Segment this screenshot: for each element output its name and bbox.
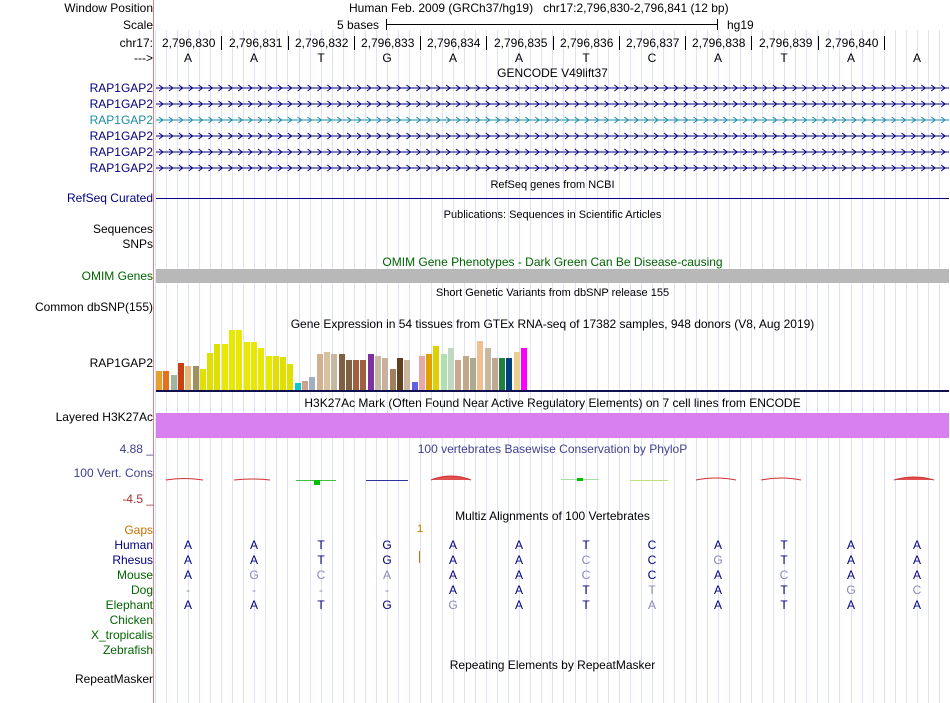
aligned-base: A xyxy=(846,568,855,582)
phylop-max-label: 4.88 _ xyxy=(119,442,153,456)
ruler-coordinate: 2,796,833 xyxy=(361,36,415,50)
gtex-tissue-bar[interactable] xyxy=(295,383,301,390)
species-label-elephant[interactable]: Elephant xyxy=(105,598,153,612)
gtex-tissue-bar[interactable] xyxy=(302,381,308,390)
reference-base: G xyxy=(382,51,392,65)
ruler-tick xyxy=(884,36,885,50)
ruler-tick xyxy=(553,36,554,50)
refseq-label[interactable]: RefSeq Curated xyxy=(66,191,153,205)
phylop-segment xyxy=(894,477,934,480)
aligned-base: A xyxy=(713,598,722,612)
gtex-baseline xyxy=(156,390,949,392)
phylop-positive-block xyxy=(314,480,320,485)
aligned-base: T xyxy=(582,598,590,612)
gtex-tissue-bar[interactable] xyxy=(470,358,476,390)
gap-marker: 1 xyxy=(417,523,424,535)
gtex-tissue-bar[interactable] xyxy=(485,348,491,390)
aligned-base: A xyxy=(514,583,523,597)
phylop-negative-block xyxy=(366,480,408,481)
gap-insertion-line xyxy=(419,551,420,563)
gtex-tissue-bar[interactable] xyxy=(382,358,388,390)
aligned-base: A xyxy=(448,538,457,552)
ruler-coordinate: 2,796,831 xyxy=(229,36,283,50)
gtex-tissue-bar[interactable] xyxy=(492,358,498,390)
gtex-tissue-bar[interactable] xyxy=(258,348,264,390)
ruler-coordinate: 2,796,838 xyxy=(692,36,746,50)
aligned-base: A xyxy=(183,568,192,582)
aligned-base: G xyxy=(713,553,723,567)
aligned-base: A xyxy=(448,553,457,567)
sequences-label[interactable]: Sequences xyxy=(92,222,153,236)
aligned-base: C xyxy=(779,568,789,582)
aligned-base: A xyxy=(183,538,192,552)
ruler-coordinate: 2,796,830 xyxy=(162,36,216,50)
species-label-dog[interactable]: Dog xyxy=(130,583,153,597)
aligned-base: T xyxy=(780,538,788,552)
ruler-coordinate: 2,796,832 xyxy=(295,36,349,50)
strand-label: ---> xyxy=(134,51,153,65)
aligned-base: C xyxy=(581,568,591,582)
phylop-label[interactable]: 100 Vert. Cons xyxy=(73,466,153,480)
aligned-base: A xyxy=(846,553,855,567)
publications-track-title[interactable]: Publications: Sequences in Scientific Articles xyxy=(443,209,662,221)
aligned-base: A xyxy=(382,568,391,582)
gtex-track-title[interactable]: Gene Expression in 54 tissues from GTEx RNA-seq of 17382 samples, 948 donors (V8, Aug 2019) xyxy=(290,317,815,331)
ruler-tick xyxy=(288,36,289,50)
h3k27ac-signal[interactable] xyxy=(156,413,949,438)
reference-base: A xyxy=(249,51,258,65)
gaps-label[interactable]: Gaps xyxy=(124,523,153,537)
gtex-tissue-bar[interactable] xyxy=(426,354,432,390)
gtex-tissue-bar[interactable] xyxy=(287,364,293,390)
gtex-tissue-bar[interactable] xyxy=(455,360,461,390)
dbsnp-label[interactable]: Common dbSNP(155) xyxy=(34,300,153,314)
aligned-base: A xyxy=(183,598,192,612)
aligned-base: C xyxy=(912,583,922,597)
gtex-tissue-bar[interactable] xyxy=(280,357,286,390)
aligned-base: A xyxy=(448,583,457,597)
aligned-base: T xyxy=(317,598,325,612)
gtex-tissue-bar[interactable] xyxy=(251,342,257,390)
ruler-coordinate: 2,796,837 xyxy=(626,36,680,50)
dbsnp-track-title[interactable]: Short Genetic Variants from dbSNP release 155 xyxy=(435,287,670,299)
aligned-base: A xyxy=(514,553,523,567)
repeatmasker-label[interactable]: RepeatMasker xyxy=(74,672,153,686)
gtex-tissue-bar[interactable] xyxy=(309,377,315,390)
window-position-label: Window Position xyxy=(64,1,153,15)
repeatmasker-track-title[interactable]: Repeating Elements by RepeatMasker xyxy=(449,658,656,672)
assembly-label: hg19 xyxy=(727,18,754,32)
aligned-base: C xyxy=(316,568,326,582)
aligned-base: A xyxy=(713,568,722,582)
reference-base: A xyxy=(846,51,855,65)
aligned-base: G xyxy=(846,583,856,597)
gtex-tissue-bar[interactable] xyxy=(390,369,396,390)
reference-base: A xyxy=(183,51,192,65)
aligned-base: A xyxy=(846,538,855,552)
aligned-base: T xyxy=(317,538,325,552)
aligned-base: T xyxy=(780,553,788,567)
gencode-transcript-label[interactable]: RAP1GAP2 xyxy=(89,81,153,95)
chrom-label: chr17: xyxy=(119,36,153,50)
gtex-tissue-bar[interactable] xyxy=(397,358,403,390)
species-label-zebrafish[interactable]: Zebrafish xyxy=(102,643,153,657)
ruler-tick xyxy=(685,36,686,50)
gtex-tissue-bar[interactable] xyxy=(317,354,323,390)
gtex-tissue-bar[interactable] xyxy=(433,346,439,390)
gtex-tissue-bar[interactable] xyxy=(207,353,213,390)
ruler-tick xyxy=(420,36,421,50)
reference-base: A xyxy=(448,51,457,65)
reference-base: A xyxy=(912,51,921,65)
scale-bar-right-cap xyxy=(717,19,718,30)
aligned-base: A xyxy=(912,538,921,552)
gtex-tissue-bar[interactable] xyxy=(244,342,250,390)
scale-bar xyxy=(386,24,718,25)
aligned-base: - xyxy=(186,583,190,597)
species-label-mouse[interactable]: Mouse xyxy=(116,568,153,582)
reference-base: T xyxy=(582,51,590,65)
gtex-tissue-bar[interactable] xyxy=(185,366,191,390)
species-label-human[interactable]: Human xyxy=(114,538,153,552)
gtex-tissue-bar[interactable] xyxy=(419,356,425,390)
ruler-tick xyxy=(818,36,819,50)
gtex-tissue-bar[interactable] xyxy=(514,352,520,390)
aligned-base: A xyxy=(713,583,722,597)
gencode-track-title[interactable]: GENCODE V49lift37 xyxy=(497,66,608,80)
aligned-base: T xyxy=(780,598,788,612)
reference-base: A xyxy=(514,51,523,65)
gtex-tissue-bar[interactable] xyxy=(273,356,279,390)
gtex-tissue-bar[interactable] xyxy=(171,375,177,390)
phylop-segment xyxy=(234,479,270,480)
gtex-tissue-bar[interactable] xyxy=(360,360,366,390)
snps-label[interactable]: SNPs xyxy=(122,237,153,251)
aligned-base: - xyxy=(252,583,256,597)
aligned-base: A xyxy=(514,598,523,612)
phylop-positive-block xyxy=(630,480,668,481)
ruler-tick xyxy=(751,36,752,50)
aligned-base: C xyxy=(647,553,657,567)
gencode-transcript-line[interactable] xyxy=(156,131,949,141)
gtex-tissue-bar[interactable] xyxy=(499,358,505,390)
aligned-base: A xyxy=(912,598,921,612)
gtex-tissue-bar[interactable] xyxy=(200,369,206,390)
gtex-tissue-bar[interactable] xyxy=(229,330,235,390)
aligned-base: A xyxy=(912,553,921,567)
gtex-tissue-bar[interactable] xyxy=(506,358,512,390)
aligned-base: - xyxy=(319,583,323,597)
ruler-coordinate: 2,796,840 xyxy=(825,36,879,50)
gencode-transcript-label[interactable]: RAP1GAP2 xyxy=(89,161,153,175)
omim-track-title[interactable]: OMIM Gene Phenotypes - Dark Green Can Be Disease-causing xyxy=(382,255,723,269)
gtex-tissue-bar[interactable] xyxy=(266,356,272,390)
gtex-tissue-bar[interactable] xyxy=(339,354,345,390)
gencode-transcript-line[interactable] xyxy=(156,163,949,173)
ruler-coordinate: 2,796,834 xyxy=(427,36,481,50)
gtex-tissue-bar[interactable] xyxy=(368,354,374,390)
gtex-tissue-bar[interactable] xyxy=(331,354,337,390)
label-divider xyxy=(153,0,154,703)
multiz-track-title[interactable]: Multiz Alignments of 100 Vertebrates xyxy=(455,509,650,523)
gtex-tissue-bar[interactable] xyxy=(193,366,199,390)
aligned-base: G xyxy=(249,568,259,582)
phylop-segment xyxy=(431,476,471,480)
gencode-transcript-line[interactable] xyxy=(156,115,949,125)
gtex-tissue-bar[interactable] xyxy=(178,363,184,390)
aligned-base: C xyxy=(581,553,591,567)
species-label-rhesus[interactable]: Rhesus xyxy=(112,553,153,567)
gtex-tissue-bar[interactable] xyxy=(353,360,359,390)
aligned-base: A xyxy=(448,568,457,582)
scale-label: Scale xyxy=(122,18,153,32)
gencode-transcript-line[interactable] xyxy=(156,83,949,93)
gtex-tissue-bar[interactable] xyxy=(156,371,162,390)
ruler-coordinate: 2,796,839 xyxy=(759,36,813,50)
aligned-base: T xyxy=(582,583,590,597)
gencode-transcript-label[interactable]: RAP1GAP2 xyxy=(89,129,153,143)
phylop-track-title[interactable]: 100 vertebrates Basewise Conservation by PhyloP xyxy=(417,442,688,456)
gencode-transcript-label[interactable]: RAP1GAP2 xyxy=(89,97,153,111)
gtex-tissue-bar[interactable] xyxy=(477,341,483,390)
phylop-wiggle[interactable] xyxy=(156,470,949,490)
gencode-transcript-line[interactable] xyxy=(156,147,949,157)
gtex-tissue-bar[interactable] xyxy=(412,382,418,390)
gtex-tissue-bar[interactable] xyxy=(214,344,220,390)
gtex-tissue-bar[interactable] xyxy=(222,344,228,390)
phylop-min-label: -4.5 _ xyxy=(122,492,153,506)
ruler-tick xyxy=(619,36,620,50)
gtex-tissue-bar[interactable] xyxy=(324,352,330,390)
gtex-tissue-bar[interactable] xyxy=(375,356,381,390)
aligned-base: T xyxy=(780,583,788,597)
gencode-transcript-line[interactable] xyxy=(156,99,949,109)
refseq-gene-line[interactable] xyxy=(156,198,949,199)
aligned-base: G xyxy=(382,553,392,567)
ruler-coordinate: 2,796,835 xyxy=(494,36,548,50)
position-text: Human Feb. 2009 (GRCh37/hg19) chr17:2,796,830-2,796,841 (12 bp) xyxy=(349,1,729,15)
h3k27ac-track-title[interactable]: H3K27Ac Mark (Often Found Near Active Regulatory Elements) on 7 cell lines from ENCODE xyxy=(304,396,801,410)
aligned-base: C xyxy=(647,568,657,582)
gtex-tissue-bar[interactable] xyxy=(448,348,454,390)
aligned-base: A xyxy=(183,553,192,567)
gtex-tissue-bar[interactable] xyxy=(346,360,352,390)
aligned-base: A xyxy=(713,538,722,552)
omim-label[interactable]: OMIM Genes xyxy=(81,269,153,283)
phylop-segment xyxy=(761,478,801,480)
aligned-base: T xyxy=(317,553,325,567)
aligned-base: G xyxy=(448,598,458,612)
aligned-base: A xyxy=(846,598,855,612)
phylop-segment xyxy=(166,479,203,481)
reference-base: A xyxy=(713,51,722,65)
phylop-segment xyxy=(696,478,736,480)
gtex-expression-bars[interactable] xyxy=(156,330,536,390)
aligned-base: G xyxy=(382,598,392,612)
gtex-tissue-bar[interactable] xyxy=(404,360,410,390)
aligned-base: T xyxy=(648,583,656,597)
aligned-base: A xyxy=(912,568,921,582)
aligned-base: A xyxy=(249,553,258,567)
ruler-tick xyxy=(221,36,222,50)
scale-text: 5 bases xyxy=(337,18,380,32)
phylop-positive-block xyxy=(577,478,583,481)
refseq-track-title[interactable]: RefSeq genes from NCBI xyxy=(490,179,615,191)
reference-base: T xyxy=(780,51,788,65)
aligned-base: A xyxy=(249,598,258,612)
gencode-transcript-label[interactable]: RAP1GAP2 xyxy=(89,145,153,159)
gencode-transcript-label[interactable]: RAP1GAP2 xyxy=(89,113,153,127)
ruler-tick xyxy=(486,36,487,50)
aligned-base: A xyxy=(514,538,523,552)
aligned-base: G xyxy=(382,538,392,552)
aligned-base: A xyxy=(514,568,523,582)
gtex-tissue-bar[interactable] xyxy=(441,354,447,390)
species-label-chicken[interactable]: Chicken xyxy=(109,613,153,627)
gtex-label[interactable]: RAP1GAP2 xyxy=(89,356,153,370)
ruler-coordinate: 2,796,836 xyxy=(560,36,614,50)
gtex-tissue-bar[interactable] xyxy=(163,371,169,390)
gtex-tissue-bar[interactable] xyxy=(463,356,469,390)
h3k27ac-label[interactable]: Layered H3K27Ac xyxy=(55,410,153,424)
aligned-base: A xyxy=(249,538,258,552)
omim-gene-bar[interactable] xyxy=(156,269,949,283)
reference-base: C xyxy=(647,51,657,65)
gtex-tissue-bar[interactable] xyxy=(236,330,242,390)
species-label-x_tropicalis[interactable]: X_tropicalis xyxy=(90,628,153,642)
aligned-base: T xyxy=(582,538,590,552)
aligned-base: C xyxy=(647,538,657,552)
aligned-base: - xyxy=(385,583,389,597)
gtex-tissue-bar[interactable] xyxy=(521,348,527,390)
scale-bar-left-cap xyxy=(386,19,387,30)
aligned-base: A xyxy=(647,598,656,612)
ruler-tick xyxy=(354,36,355,50)
reference-base: T xyxy=(317,51,325,65)
